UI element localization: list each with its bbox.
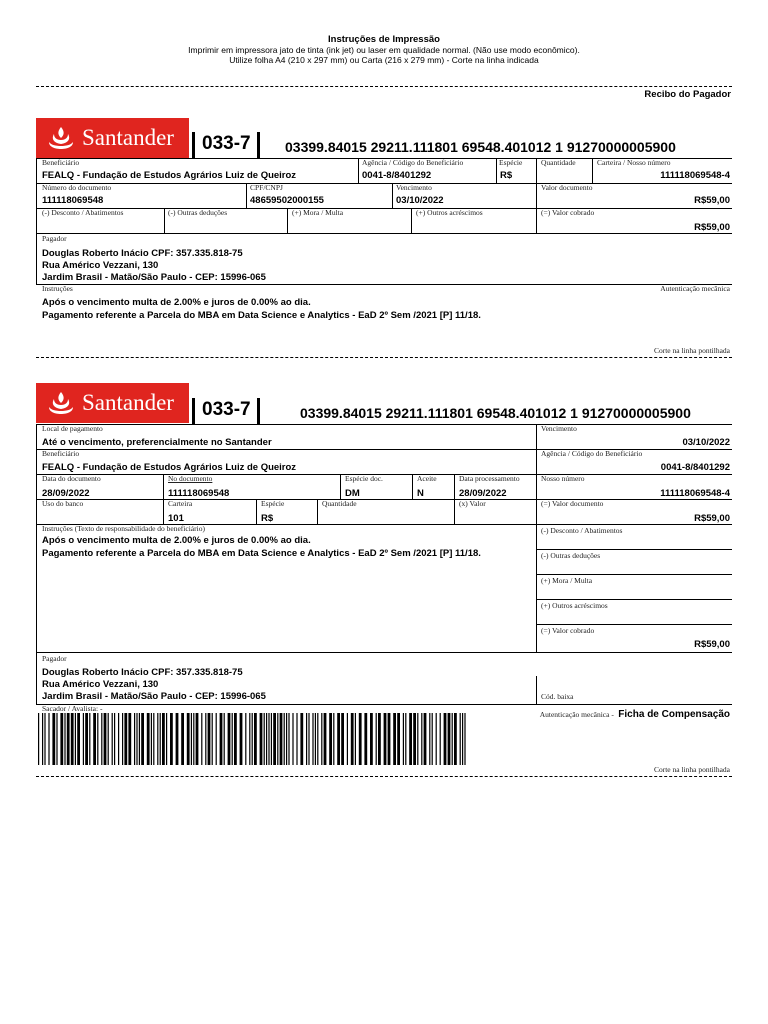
print-instructions-line2: Utilize folha A4 (210 x 297 mm) ou Carta (216 x 279 mm) - Corte na linha indicada bbox=[229, 55, 539, 65]
barcode-bar bbox=[193, 713, 194, 765]
label-valor-cobrado-2: (=) Valor cobrado bbox=[541, 626, 595, 635]
barcode-bar bbox=[388, 713, 391, 765]
barcode-bar bbox=[306, 713, 307, 765]
value-beneficiario: FEALQ - Fundação de Estudos Agrários Luiz de Queiroz bbox=[42, 170, 297, 181]
barcode-bar bbox=[288, 713, 289, 765]
barcode-bar bbox=[321, 713, 322, 765]
barcode-bar bbox=[83, 713, 84, 765]
barcode-bar bbox=[271, 713, 272, 765]
barcode-bar bbox=[240, 713, 243, 765]
value-nosso-numero-2: 111118069548-4 bbox=[660, 488, 730, 499]
barcode-bar bbox=[191, 713, 192, 765]
label-outras-deducoes: (-) Outras deduções bbox=[168, 208, 228, 217]
barcode-bar bbox=[280, 713, 283, 765]
barcode-bar bbox=[201, 713, 202, 765]
value-cpf-cnpj: 48659502000155 bbox=[250, 195, 324, 206]
barcode-bar bbox=[273, 713, 276, 765]
barcode-bar bbox=[333, 713, 334, 765]
barcode-bar bbox=[232, 713, 233, 765]
barcode-bar bbox=[405, 713, 406, 765]
value-carteira: 101 bbox=[168, 513, 184, 524]
label-autenticacao-2: Autenticação mecânica - bbox=[539, 710, 614, 719]
label-nosso-numero-2: Nosso número bbox=[541, 474, 585, 483]
label-corte-1: Corte na linha pontilhada bbox=[653, 346, 730, 355]
print-instructions-line1: Imprimir em impressora jato de tinta (ink jet) ou laser em qualidade normal. (Não use modo econômico). bbox=[188, 45, 580, 55]
value-instrucao-2: Pagamento referente a Parcela do MBA em Data Science e Analytics - EaD 2º Sem /2021 [P] 11/18. bbox=[42, 310, 481, 321]
value-valor-documento-2: R$59,00 bbox=[694, 513, 730, 524]
barcode-bar bbox=[181, 713, 184, 765]
barcode-bar bbox=[176, 713, 179, 765]
barcode-bar bbox=[141, 713, 144, 765]
santander-logo-text: Santander bbox=[82, 125, 174, 150]
barcode-bar bbox=[329, 713, 332, 765]
value-valor-cobrado-2: R$59,00 bbox=[694, 639, 730, 650]
barcode-bar bbox=[413, 713, 416, 765]
barcode-bar bbox=[136, 713, 137, 765]
label-quantidade-2: Quantidade bbox=[322, 499, 357, 508]
value-vencimento-2: 03/10/2022 bbox=[682, 437, 730, 448]
label-outros-acrescimos-2: (+) Outros acréscimos bbox=[541, 601, 608, 610]
label-carteira: Carteira bbox=[168, 499, 193, 508]
barcode-bar bbox=[286, 713, 287, 765]
barcode-bar bbox=[315, 713, 316, 765]
label-pagador-2: Pagador bbox=[42, 654, 67, 663]
barcode-bar bbox=[89, 713, 90, 765]
barcode-bar bbox=[397, 713, 400, 765]
value-pagador-2: Rua Américo Vezzani, 130 bbox=[42, 260, 159, 271]
barcode-bar bbox=[60, 713, 63, 765]
linha-digitavel: 03399.84015 29211.111801 69548.401012 1 91270000005900 bbox=[285, 139, 676, 155]
barcode-bar bbox=[162, 713, 165, 765]
barcode-bar bbox=[166, 713, 167, 765]
barcode-bar bbox=[187, 713, 190, 765]
label-especie-2: Espécie bbox=[261, 499, 285, 508]
label-beneficiario-2: Beneficiário bbox=[42, 449, 80, 458]
label-agencia: Agência / Código do Beneficiário bbox=[362, 158, 464, 167]
value-instrucao-1-ficha: Após o vencimento multa de 2.00% e juros de 0.00% ao dia. bbox=[42, 535, 311, 546]
label-local-pagamento: Local de pagamento bbox=[42, 424, 103, 433]
barcode-bar bbox=[440, 713, 441, 765]
barcode-bar bbox=[429, 713, 430, 765]
value-pagador-2-ficha: Rua Américo Vezzani, 130 bbox=[42, 679, 159, 690]
value-especie-doc: DM bbox=[345, 488, 360, 499]
barcode-bar bbox=[71, 713, 74, 765]
label-quantidade: Quantidade bbox=[541, 158, 576, 167]
label-uso-banco: Uso do banco bbox=[42, 499, 84, 508]
barcode-bar bbox=[249, 713, 250, 765]
label-instrucoes-2: Instruções (Texto de responsabilidade do beneficiário) bbox=[42, 524, 205, 533]
barcode-bar bbox=[56, 713, 57, 765]
barcode-bar bbox=[300, 713, 303, 765]
barcode-bar bbox=[436, 713, 437, 765]
barcode-bar bbox=[245, 713, 246, 765]
barcode-bar bbox=[85, 713, 88, 765]
barcode-bar bbox=[444, 713, 447, 765]
value-valor-cobrado: R$59,00 bbox=[694, 222, 730, 233]
value-agencia-2: 0041-8/8401292 bbox=[660, 462, 730, 473]
barcode-bar bbox=[170, 713, 173, 765]
cut-line-middle bbox=[36, 357, 732, 358]
barcode-bar bbox=[292, 713, 293, 765]
label-valor-cobrado: (=) Valor cobrado bbox=[541, 208, 595, 217]
bank-code bbox=[192, 132, 264, 158]
barcode-bar bbox=[122, 713, 123, 765]
barcode-bar bbox=[409, 713, 412, 765]
barcode-bar bbox=[42, 713, 43, 765]
barcode-bar bbox=[448, 713, 451, 765]
label-desconto-2: (-) Desconto / Abatimentos bbox=[541, 526, 623, 535]
value-agencia: 0041-8/8401292 bbox=[362, 170, 432, 181]
label-cod-baixa: Cód. baixa bbox=[541, 692, 574, 701]
label-mora-multa: (+) Mora / Multa bbox=[292, 208, 344, 217]
value-pagador-3: Jardim Brasil - Matão/São Paulo - CEP: 15996-065 bbox=[42, 272, 266, 283]
ficha-footer bbox=[540, 704, 730, 722]
barcode-bar bbox=[101, 713, 102, 765]
value-valor-documento: R$59,00 bbox=[694, 195, 730, 206]
barcode-bar bbox=[151, 713, 152, 765]
label-valor-documento-2: (=) Valor documento bbox=[541, 499, 604, 508]
barcode-bar bbox=[277, 713, 278, 765]
label-x-valor: (x) Valor bbox=[459, 499, 486, 508]
label-no-documento: No documento bbox=[168, 474, 213, 483]
barcode-bar bbox=[196, 713, 199, 765]
label-aceite: Aceite bbox=[417, 474, 437, 483]
label-corte-2: Corte na linha pontilhada bbox=[653, 765, 730, 774]
santander-logo-2 bbox=[36, 383, 189, 423]
barcode-bar bbox=[64, 713, 65, 765]
santander-flame-icon bbox=[46, 390, 76, 416]
label-outras-deducoes-2: (-) Outras deduções bbox=[541, 551, 601, 560]
print-instructions-title: Instruções de Impressão bbox=[328, 34, 440, 45]
barcode-bar bbox=[228, 713, 231, 765]
barcode-bar bbox=[139, 713, 140, 765]
barcode-bar bbox=[224, 713, 225, 765]
barcode-bar bbox=[93, 713, 96, 765]
label-desconto: (-) Desconto / Abatimentos bbox=[42, 208, 124, 217]
barcode-bar bbox=[462, 713, 463, 765]
label-especie-doc: Espécie doc. bbox=[345, 474, 383, 483]
value-data-processamento: 28/09/2022 bbox=[459, 488, 507, 499]
barcode-bar bbox=[114, 713, 115, 765]
barcode-bar bbox=[52, 713, 55, 765]
cut-line-bottom bbox=[36, 776, 732, 777]
barcode-bar bbox=[454, 713, 457, 765]
barcode-bar bbox=[220, 713, 223, 765]
barcode-bar bbox=[112, 713, 113, 765]
barcode-bar bbox=[317, 713, 318, 765]
barcode-bar bbox=[254, 713, 257, 765]
barcode-bar bbox=[308, 713, 309, 765]
barcode-bar bbox=[421, 713, 422, 765]
value-vencimento: 03/10/2022 bbox=[396, 195, 444, 206]
barcode-bar bbox=[234, 713, 237, 765]
barcode-bar bbox=[147, 713, 150, 765]
barcode-bar bbox=[393, 713, 396, 765]
label-instrucoes: Instruções bbox=[42, 284, 73, 293]
barcode-bar bbox=[452, 713, 453, 765]
label-cpf-cnpj: CPF/CNPJ bbox=[250, 183, 283, 192]
label-numero-doc: Número do documento bbox=[42, 183, 112, 192]
barcode-bar bbox=[67, 713, 70, 765]
ficha-title: Ficha de Compensação bbox=[618, 709, 730, 720]
label-data-processamento: Data processamento bbox=[459, 474, 520, 483]
barcode-bar bbox=[124, 713, 127, 765]
barcode-bar bbox=[432, 713, 433, 765]
barcode-bar bbox=[266, 713, 267, 765]
barcode-bar bbox=[157, 713, 158, 765]
barcode-bar bbox=[378, 713, 381, 765]
barcode-bar bbox=[312, 713, 313, 765]
label-vencimento-2: Vencimento bbox=[541, 424, 577, 433]
barcode-bar bbox=[128, 713, 131, 765]
barcode-bar bbox=[355, 713, 356, 765]
barcode-bar bbox=[97, 713, 98, 765]
barcode-bar bbox=[341, 713, 344, 765]
barcode-bar bbox=[364, 713, 367, 765]
label-beneficiario: Beneficiário bbox=[42, 158, 80, 167]
barcode-bar bbox=[460, 713, 461, 765]
barcode-bar bbox=[324, 713, 327, 765]
barcode-bar bbox=[104, 713, 107, 765]
value-pagador-1: Douglas Roberto Inácio CPF: 357.335.818-75 bbox=[42, 248, 243, 259]
barcode-bar bbox=[424, 713, 427, 765]
value-instrucao-1: Após o vencimento multa de 2.00% e juros de 0.00% ao dia. bbox=[42, 297, 311, 308]
santander-logo bbox=[36, 118, 189, 158]
label-agencia-2: Agência / Código do Beneficiário bbox=[541, 449, 643, 458]
barcode-bar bbox=[376, 713, 377, 765]
bank-code-text-2: 033-7 bbox=[202, 399, 251, 420]
label-autenticacao: Autenticação mecânica bbox=[660, 284, 730, 293]
barcode-bar bbox=[48, 713, 49, 765]
barcode bbox=[38, 713, 468, 765]
barcode-bar bbox=[208, 713, 211, 765]
label-mora-multa-2: (+) Mora / Multa bbox=[541, 576, 593, 585]
barcode-bar bbox=[384, 713, 387, 765]
barcode-bar bbox=[296, 713, 297, 765]
barcode-bar bbox=[347, 713, 348, 765]
cut-line-top bbox=[36, 86, 732, 87]
print-instructions bbox=[0, 34, 768, 65]
value-local-pagamento: Até o vencimento, preferencialmente no Santander bbox=[42, 437, 272, 448]
value-aceite: N bbox=[417, 488, 424, 499]
barcode-bar bbox=[264, 713, 265, 765]
barcode-bar bbox=[44, 713, 45, 765]
barcode-bar bbox=[216, 713, 217, 765]
value-beneficiario-2: FEALQ - Fundação de Estudos Agrários Luiz de Queiroz bbox=[42, 462, 297, 473]
barcode-bar bbox=[77, 713, 80, 765]
barcode-bar bbox=[134, 713, 135, 765]
label-carteira-nosso: Carteira / Nosso número bbox=[597, 158, 671, 167]
value-instrucao-2-ficha: Pagamento referente a Parcela do MBA em Data Science e Analytics - EaD 2º Sem /2021 [P] 11/18. bbox=[42, 548, 481, 559]
value-no-documento: 111118069548 bbox=[168, 488, 230, 499]
barcode-bar bbox=[108, 713, 109, 765]
label-outros-acrescimos: (+) Outros acréscimos bbox=[416, 208, 483, 217]
bank-code-text: 033-7 bbox=[202, 133, 251, 154]
barcode-bar bbox=[252, 713, 253, 765]
linha-digitavel-2: 03399.84015 29211.111801 69548.401012 1 91270000005900 bbox=[300, 405, 691, 421]
barcode-bar bbox=[464, 713, 465, 765]
barcode-bar bbox=[417, 713, 418, 765]
barcode-bar bbox=[359, 713, 362, 765]
recibo-title: Recibo do Pagador bbox=[644, 89, 731, 100]
bank-code-2 bbox=[192, 398, 264, 424]
barcode-bar bbox=[118, 713, 119, 765]
barcode-bar bbox=[160, 713, 161, 765]
barcode-bar bbox=[38, 713, 39, 765]
value-pagador-3-ficha: Jardim Brasil - Matão/São Paulo - CEP: 15996-065 bbox=[42, 691, 266, 702]
barcode-bar bbox=[260, 713, 263, 765]
barcode-bar bbox=[205, 713, 206, 765]
value-especie-2: R$ bbox=[261, 513, 274, 524]
barcode-bar bbox=[75, 713, 76, 765]
barcode-bar bbox=[370, 713, 373, 765]
barcode-bar bbox=[268, 713, 269, 765]
santander-flame-icon bbox=[46, 125, 76, 151]
barcode-bar bbox=[337, 713, 340, 765]
label-pagador: Pagador bbox=[42, 234, 67, 243]
value-especie: R$ bbox=[500, 170, 513, 181]
santander-logo-text-2: Santander bbox=[82, 390, 174, 415]
value-nosso-numero: 111118069548-4 bbox=[660, 170, 730, 181]
barcode-bar bbox=[284, 713, 285, 765]
barcode-bar bbox=[403, 713, 404, 765]
label-vencimento: Vencimento bbox=[396, 183, 432, 192]
value-pagador-1-ficha: Douglas Roberto Inácio CPF: 357.335.818-75 bbox=[42, 667, 243, 678]
label-especie: Espécie bbox=[499, 158, 523, 167]
value-numero-doc: 111118069548 bbox=[42, 195, 104, 206]
label-valor-documento: Valor documento bbox=[541, 183, 593, 192]
barcode-bar bbox=[351, 713, 354, 765]
barcode-bar bbox=[212, 713, 213, 765]
label-sacador: Sacador / Avalista: - bbox=[42, 704, 103, 713]
label-data-documento: Data do documento bbox=[42, 474, 101, 483]
value-data-documento: 28/09/2022 bbox=[42, 488, 90, 499]
barcode-bar bbox=[153, 713, 154, 765]
